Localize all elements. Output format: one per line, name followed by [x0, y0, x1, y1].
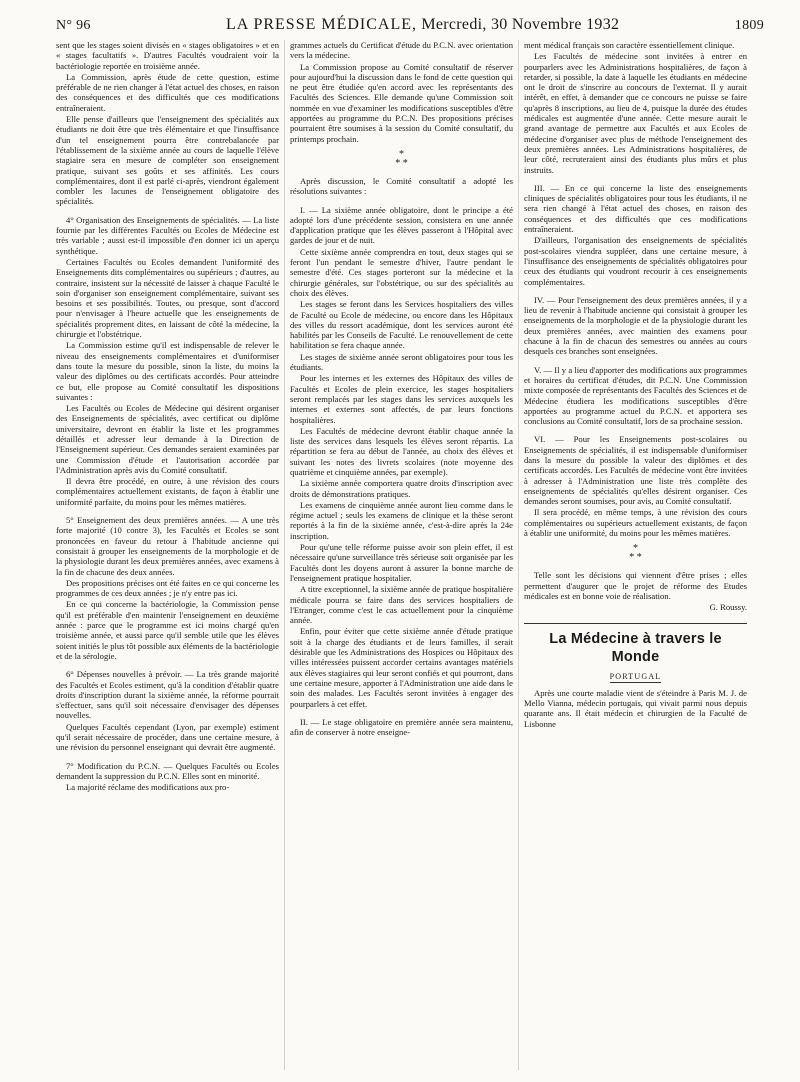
- resolution-paragraph: IV. — Pour l'enseignement des deux premières années, il y a lieu de revenir à l'habitude ancienne qui consistait à grouper les enseignements de la morphologie et de la physiologie durant les deux premières années, avec maintien des examens pour chacune à la fin de chacun des semestres ou années au cours desquels ces branches sont enseignées.: [524, 294, 747, 357]
- paragraph: Les stages se feront dans les Services hospitaliers des villes de Faculté ou Ecole de médecine, ou encore dans les Hôpitaux des villes du ressort académique, dont les services auront été habilités par les Conseils de Faculté. Le renouvellement de cette habilitation se fera chaque année.: [290, 299, 513, 351]
- paragraph: Des propositions précises ont été faites en ce qui concerne les programmes de ces deux années ; je n'y entre pas ici.: [56, 577, 279, 599]
- column-divider: [518, 40, 519, 1070]
- paragraph: Les Facultés ou Ecoles de Médecine qui désirent organiser des Enseignements de spécialités, avec certificat ou diplôme universitaire, devront en établir la liste et les programmes détaillés et adresser leur demande à la Direction de l'Enseignement supérieur. Ces demandes seraient examinées par une Commission d'étude et l'autorisation accordée par l'Administration après avis du Comité consultatif.: [56, 403, 279, 475]
- page-folio: 1809: [734, 18, 764, 33]
- paragraph: 5° Enseignement des deux premières années. — A une très forte majorité (10 contre 3), les Facultés et Ecoles se sont prononcées en faveur du retour à l'habitude ancienne qui consistait à grouper les enseignements de la morphologie et de la physiologie durant les deux premières années, avec examens à la fin de chacune des deux années.: [56, 515, 279, 577]
- paragraph: Quelques Facultés cependant (Lyon, par exemple) estiment qu'il serait nécessaire de procéder, dans une certaine mesure, à une révision du personnel enseignant qui devrait être augmenté.: [56, 721, 279, 753]
- paragraph: Les examens de cinquième année auront lieu comme dans le régime actuel ; seuls les examens de clinique et la thèse seront reportés à la fin de la sixième année, c'est-à-dire après la 24e inscription.: [290, 499, 513, 541]
- paragraph: La Commission, après étude de cette question, estime préférable de ne rien changer à l'état actuel des choses, en raison des conséquences et des difficultés que ces modifications entraîneraient.: [56, 71, 279, 113]
- paragraph: D'ailleurs, l'organisation des enseignements de spécialités post-scolaires viendra suppléer, dans une certaine mesure, à l'insuffisance des enseignements de spécialités obligatoires pour ceux des étudiants qui voudront recourir à ces enseignements complémentaires.: [524, 235, 747, 287]
- column-1: [56, 40, 279, 1070]
- paragraph: En ce qui concerne la bactériologie, la Commission pense qu'il est préférable d'en maintenir l'enseignement en deuxième année : parce que le programme est ici moins chargé qu'en troisième année, et aussi parce qu'il semble utile que les élèves soient initiés le plus tôt possible aux éléments de la bactériologie et de la sérologie.: [56, 599, 279, 661]
- paragraph: La sixième année comportera quatre droits d'inscription avec droits de démonstrations pratiques.: [290, 478, 513, 499]
- publication-name: LA PRESSE MÉDICALE,: [226, 16, 418, 33]
- author-signature: G. Roussy.: [709, 602, 747, 613]
- publication-date: Mercredi, 30 Novembre 1932: [421, 16, 620, 33]
- country-subhead: PORTUGAL: [609, 671, 662, 681]
- resolution-paragraph: III. — En ce qui concerne la liste des enseignements cliniques de spécialités obligatoires pour tous les étudiants, il ne sera rien changé à l'état actuel des choses, en raison des conséquences et des difficultés que ces modifications entraîneraient.: [524, 182, 747, 235]
- paragraph: Il sera procédé, en même temps, à une révision des cours complémentaires ou supérieurs actuellement existants, de façon à établir une uniformité, du moins pour les mêmes matières.: [524, 507, 747, 539]
- section-separator-stars: * * *: [629, 543, 642, 564]
- paragraph: La majorité réclame des modifications aux pro-: [66, 782, 230, 793]
- paragraph: Il devra être procédé, en outre, à une révision des cours complémentaires actuellement existants, de façon à établir une uniformité parfaite, du moins pour les mêmes matières.: [56, 476, 279, 507]
- paragraph: 7° Modification du P.C.N. — Quelques Facultés ou Ecoles demandent la suppression du P.C.N. Elles sont en minorité.: [56, 760, 279, 781]
- column-divider: [284, 40, 285, 1070]
- section-title: La Médecine à travers le Monde: [549, 630, 722, 665]
- paragraph: Après discussion, le Comité consultatif a adopté les résolutions suivantes :: [290, 175, 513, 197]
- paragraph: 4° Organisation des Enseignements de spécialités. — La liste fournie par les différentes Facultés ou Ecoles de Médecine est très variable ; aussi est-il impossible d'en donner ici un aperçu synthétique.: [56, 214, 279, 256]
- resolution-paragraph: II. — Le stage obligatoire en première année sera maintenu, afin de conserver à notre enseigne-: [290, 716, 513, 738]
- paragraph: La Commission propose au Comité consultatif de réserver pour aujourd'hui la discussion dans le fond de cette question qui ne peut être étudiée qu'en accord avec les représentants des Facultés des Sciences. Elle demande qu'une Commission soit nommée en vue d'examiner les modifications susceptibles d'être apportées au programme du P.C.N. Des propositions précises pourraient être soumises à la session du Comité consultatif, du printemps prochain.: [290, 61, 513, 144]
- paragraph: Les stages de sixième année seront obligatoires pour tous les étudiants.: [290, 351, 513, 373]
- paragraph: Pour qu'une telle réforme puisse avoir son plein effet, il est nécessaire qu'une surveillance très sérieuse soit organisée par les Facultés dont les doyens auront à assurer la bonne marche de l'enseignement pratique hospitalier.: [290, 542, 513, 583]
- section-rule: [524, 623, 747, 624]
- paragraph: Les Facultés de médecine sont invitées à entrer en pourparlers avec les Administrations hospitalières, de façon à retarder, si possible, la date à laquelle les étudiants en médecine ont le droit de s'inscrire au concours de l'externat. Il y aurait intérêt, en effet, à demander que ce concours ne puisse se faire qu'après 8 inscriptions, au lieu de 4, puisque la durée des études médicales est augmentée d'une année. Cette mesure aurait le grand avantage de permettre aux Facultés et aux Ecoles de médecine d'organiser avec plus de méthode l'enseignement des deux premières années. Les Administrations hospitalières, de leur côté, recruteraient ainsi des étudiants plus mûrs et plus instruits.: [524, 51, 747, 175]
- paragraph: Les Facultés de médecine devront établir chaque année la liste des services dans lesquels les élèves seront répartis. La répartition se fera au début de l'année, au choix des élèves et suivant les notes des livrets scolaires (note moyenne des quatrième et cinquième années, par exemple).: [290, 425, 513, 477]
- resolution-paragraph: I. — La sixième année obligatoire, dont le principe a été adopté lors d'une précédente session, consistera en une année d'application pratique que les élèves passeront à l'Hôpital avec gardes de jour et de nuit.: [290, 204, 513, 246]
- paragraph: sent que les stages soient divisés en « stages obligatoires » et en « stages facultatifs ». D'autres Facultés voudraient voir la bactériologie reportée en troisième année.: [56, 40, 279, 71]
- paragraph: Après une courte maladie vient de s'éteindre à Paris M. J. de Mello Vianna, médecin portugais, qui vivait parmi nous depuis quarante ans. Il était médecin et chirurgien de la Faculté de Lisbonne: [524, 687, 747, 729]
- paragraph: Cette sixième année comprendra en tout, deux stages qui se feront l'un pendant le semestre d'hiver, l'autre pendant le semestre d'été. Ces stages porteront sur la médecine et la chirurgie générales, sur l'obstétrique, ou sur des spécialités au choix des élèves.: [290, 246, 513, 298]
- paragraph: La Commission estime qu'il est indispensable de relever le niveau des enseignements complémentaires et d'uniformiser dans toute la mesure du possible, sinon la liste, du moins la valeur des diplômes ou des certificats accordés. Pour atteindre ce but, elle propose au Comité consultatif les dispositions suivantes :: [56, 340, 279, 402]
- column-3: [524, 40, 747, 1070]
- page-header: [56, 16, 764, 38]
- resolution-paragraph: VI. — Pour les Enseignements post-scolaires ou Enseignements de spécialités, il est indispensable d'uniformiser dans la mesure du possible la valeur des diplômes et des certificats accordés. Les Facultés de médecine vont être invitées à adresser à l'Administration une liste très complète des enseignements de spécialités qu'elles désirent organiser. Ces demandes seront soumises, pour avis, au Comité consultatif.: [524, 434, 747, 507]
- paragraph: 6° Dépenses nouvelles à prévoir. — La très grande majorité des Facultés et Ecoles estiment, qu'à la condition d'établir quatre droits d'inscription durant la sixième année, la réforme pourrait s'effectuer, sans qu'il soit nécessaire d'envisager des dépenses nouvelles.: [56, 669, 279, 721]
- closing-paragraph: Telle sont les décisions qui viennent d'être prises ; elles permettent d'augurer que le projet de réforme des Etudes médicales est en bonne voie de réalisation.: [524, 570, 747, 601]
- resolution-paragraph: V. — Il y a lieu d'apporter des modifications aux programmes et horaires du certificat d'études, dit P.C.N. Une Commission mixte composée de représentants des Facultés des Sciences et de Médecine étudiera les modifications susceptibles d'être apportées au programme actuel du P.C.N. et apportera ses conclusions au Comité consultatif, lors de sa prochaine session.: [524, 364, 747, 427]
- issue-number: N° 96: [56, 18, 91, 33]
- paragraph: ment médical français son caractère essentiellement clinique.: [524, 40, 735, 50]
- paragraph: Pour les internes et les externes des Hôpitaux des villes de Facultés et Ecoles de plein exercice, les stages hospitaliers seront remplacés par les stages dans les services auxquels les internes et externes sont affectés, de par leurs fonctions hospitalières.: [290, 373, 513, 425]
- paragraph: Elle pense d'ailleurs que l'enseignement des spécialités aux étudiants ne doit être que très élémentaire et que l'insuffisance d'un tel enseignement pourra être contrebalancée par l'établissement de la sixième année au cours de laquelle l'élève stagiaire sera en mesure de compléter son enseignement pratique, suivant ses goûts et ses affinités. Les cours complémentaires, dont il est parlé ci-après, viendront également combler les lacunes de l'enseignement obligatoire des spécialités.: [56, 114, 279, 207]
- column-2: [290, 40, 513, 1070]
- paragraph: A titre exceptionnel, la sixième année de pratique hospitalière médicale pourra se faire dans des services hospitaliers de l'Etranger, comme c'est le cas actuellement pour la cinquième année.: [290, 584, 513, 626]
- article-columns: [56, 40, 768, 1070]
- paragraph: Enfin, pour éviter que cette sixième année d'étude pratique soit à la charge des étudiants et de leurs familles, il serait désirable que les Administrations des Hospices ou Hôpitaux des villes intéressées puissent accorder certains avantages matériels aux élèves stagiaires qui leur seront confiés et qui pourront, dans une certaine mesure, apporter à l'Administration une aide dans le soin des malades. Les Facultés seront invitées à engager des pourparlers à cet effet.: [290, 626, 513, 709]
- masthead: [226, 16, 619, 34]
- paragraph: grammes actuels du Certificat d'étude du P.C.N. avec orientation vers la médecine.: [290, 40, 513, 61]
- paragraph: Certaines Facultés ou Ecoles demandent l'uniformité des Enseignements dits complémentaires ou supérieurs ; d'autres, au contraire, insistent sur la nécessité de laisser à chaque Faculté le soin d'organiser son enseignement complémentaire, suivant ses besoins et ses possibilités. Toutes, ou presque, sont d'accord pour n'envisager à l'heure actuelle que les enseignements de spécialités proprement dites, en laissant de côté la médecine, la chirurgie et l'obstétrique.: [56, 256, 279, 340]
- section-separator-stars: * * *: [395, 148, 408, 169]
